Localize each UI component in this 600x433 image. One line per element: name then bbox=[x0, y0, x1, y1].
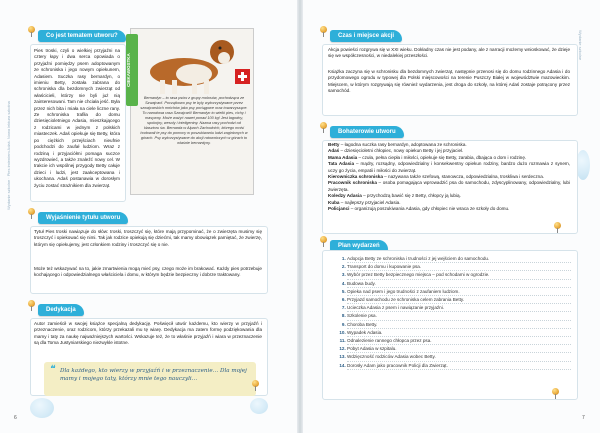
topic-text: Pies troski, czyli o wielkiej przyjaźni na cztery łapy i dwa serca opowiada o przyjaźni pomiędzy psem adoptowanym ze schroniska i jego nowym opiekunem, Adasiem. Suczka rasy bernardyn, o imieniu Betty, została zabrana do schroniska dla bezdomnych zwierząt od właścicieli, którzy nie byli już nią zainteresowani. Tam nie chciała jeść. Była przez nich bita i miała na ciele liczne rany. Ze schroniska trafiła do domu dziesięcioletniego Adasia, mieszkającego z rodzicami w jednym z polskich miasteczek. Adaś opiekuje się Betty, która po ciężkich przejściach nieufnie podchodzi do zaufał ludziom. Wraz z rodziną i przyjaciółmi pomaga suczce wyzdrowieć, a także znaleźć nowy cel. W trakcie ich wspólnej przygody Betty całuje dzieci i ludzi, jest zaakceptowana i ukochana. Adaś postanawia w dorosłym życiu zostać strażnikiem dla zwierząt. bbox=[34, 48, 120, 188]
page-number: 6 bbox=[14, 415, 17, 421]
section-title-topic: Co jest tematem utworu? bbox=[38, 30, 126, 42]
plan-list bbox=[323, 251, 577, 370]
dedication-text: Autor zamieścił w swojej książce specjalną dedykację. Poświęcił utwór każdemu, kto wierzy w przyjaźń i przeznaczenie, oraz rodzicom, którzy przekazali mu tę wiarę. Dedykacja ma zatem formę podziękowania dla mamy i taty za naukę najważniejszych wartości. Wskazuje też, że to właśnie przyjaźń i wiara w przeznaczenie są dla Toma Justyniarskiego niezwykle istotne. bbox=[34, 321, 262, 346]
pushpin-icon bbox=[252, 380, 259, 391]
decorative-bubble bbox=[576, 150, 590, 180]
plan-item: 7. Ucieczka Adasia z psem i nawiązanie przyjaźni. bbox=[347, 304, 571, 312]
section-title-plan: Plan wydarzeń bbox=[330, 240, 388, 252]
left-side-running-title: Wydanie szkolne · Pies imieniem Adaś. Nowa lektura szkolna bbox=[6, 101, 11, 210]
time-place-text-1: Akcja powieści rozgrywa się w XXI wieku. Dokładny czas nie jest podany, ale z narracji możemy wnioskować, że dzieje się we współczesności, w niedalekiej przeszłości. bbox=[328, 47, 570, 59]
pushpin-icon bbox=[28, 300, 35, 311]
plan-box bbox=[322, 250, 578, 400]
plan-item: 14. Dorosły Adam jako pracownik Policji dla Zwierząt. bbox=[347, 362, 571, 370]
pushpin-icon bbox=[28, 208, 35, 219]
plan-item: 11. Odnalezienie rannego chłopca przez psa. bbox=[347, 337, 571, 345]
section-title-dedication: Dedykacja bbox=[38, 304, 84, 316]
pushpin-icon bbox=[554, 222, 561, 233]
plan-item: 4. Budowa budy. bbox=[347, 280, 571, 288]
plan-item: 10. Wypadek Adasia. bbox=[347, 329, 571, 337]
quote-mark-icon: ❝ bbox=[49, 364, 55, 375]
pushpin-icon bbox=[320, 236, 327, 247]
title-explanation-text-2: Może też wskazywać na to, jakie zmartwienia mogą mieć psy, czego może im brakować. Każdy pies potrzebuje kochającego i odpowiedzialnego właściciela i domu, w którym będzie bezpieczny i dobrze traktowany. bbox=[34, 266, 262, 278]
section-title-title-explanation: Wyjaśnienie tytułu utworu bbox=[38, 212, 128, 224]
character-item: Tata Adasia – mądry, rozsądny, odpowiedzialny i konsekwentny opiekun rodziny, bardzo dużo rozmawia z synem, uczy go życia, empatii i miłości do zwierząt. bbox=[328, 161, 570, 173]
pushpin-icon bbox=[320, 26, 327, 37]
plan-item: 5. Opieka nad psem i jego trudności z zaufaniem ludziom. bbox=[347, 288, 571, 296]
page-number: 7 bbox=[582, 415, 585, 421]
saint-bernard-dog-illustration bbox=[132, 30, 252, 96]
pushpin-icon bbox=[28, 26, 35, 37]
plan-item: 13. Wdzięczność rodziców Adasia wobec Betty. bbox=[347, 353, 571, 361]
characters-list bbox=[328, 142, 570, 232]
character-item: Betty – łagodna suczka rasy bernardyn, adoptowana ze schroniska. bbox=[328, 142, 467, 147]
curiosity-label: CIEKAWOSTKA bbox=[126, 34, 138, 106]
pushpin-icon bbox=[320, 122, 327, 133]
plan-item: 6. Przyjazd samochodu ze schroniska celem zabrania Betty. bbox=[347, 296, 571, 304]
swiss-flag-icon bbox=[235, 69, 250, 84]
title-explanation-text-1: Tytuł Pies troski nawiązuje do słów: troski, troszczyć się, które mają przypominać, że o zwierzęta musimy się troszczyć i opiekować się nimi. Tak jak rodzice opiekują się dziećmi, tak mamy obowiązek pamiętać, że zwierzę, którym się opiekujemy, jest członkiem rodziny i troszczyć się o nie. bbox=[34, 229, 262, 247]
plan-item: 12. Pobyt Adasia w szpitalu. bbox=[347, 345, 571, 353]
section-title-characters: Bohaterowie utworu bbox=[330, 126, 404, 138]
plan-item: 3. Wybór przez Betty bezpiecznego miejsca – pod schodami w ogrodzie. bbox=[347, 271, 571, 279]
decorative-bubble bbox=[30, 398, 54, 418]
dedication-quote-text: Dla każdego, kto wierzy w przyjaźń i w przeznaczenie… Dla mojej mamy i mojego taty, którzy mnie tego nauczyli… bbox=[60, 368, 247, 382]
pushpin-icon bbox=[552, 388, 559, 399]
character-item: Koledzy Adasia – przychodzą bawić się z Betty, chłopcy ją lubią. bbox=[328, 193, 461, 199]
plan-item: 8. Szkolenie psa. bbox=[347, 312, 571, 320]
character-item: Mama Adasia – czuła, pełna ciepła i miłości, opiekuje się Betty, zarabia, dbająca o dom i rodzinę. bbox=[328, 154, 527, 160]
character-item: Kierowniczka schroniska – nazywana także szefową, stanowcza, odpowiedzialna, troskliwa i serdeczna. bbox=[328, 174, 545, 180]
right-side-running-title: Wydanie szkolne bbox=[578, 30, 583, 61]
decorative-bubble bbox=[250, 398, 268, 414]
plan-item: 9. Choroba Betty. bbox=[347, 321, 571, 329]
character-item: Adaś – dziesięcioletni chłopiec, nowy opiekun Betty i jej przyjaciel. bbox=[328, 148, 464, 154]
character-item: Pracownik schroniska – osoba pomagająca wprowadzić psa do samochodu, zdyscyplinowany, odpowiedzialny, lubi zwierzęta. bbox=[328, 180, 570, 192]
plan-item: 2. Transport do domu i kupowanie psa. bbox=[347, 263, 571, 271]
plan-item: 1. Adopcja Betty ze schroniska i trudności z jej wejściem do samochodu. bbox=[347, 255, 571, 263]
photo-caption: Bernardyn – to rasa psów z grupy molosów, pochodząca ze Szwajcarii. Początkowo psy te były wykorzystywane przez szwajcarskich mnichów jako psy pociągowe oraz towarzyszące. To narodowa rasa Szwajcarii! Bernardyn to wielki pies, cichy i masywny. Może ważyć nawet ponad 100 kg! Jest łagodny, spokojny, wesoły i inteligentny. Nazwa rasy pochodzi od klasztoru św. Bernarda w Alpach Zachodnich, którego mnisi hodowali te psy do pomocy w poszukiwaniu ludzi zaginionych w górach. Psy wykorzystywane do akcji ratowniczych w górach to właśnie bernardyny. bbox=[140, 96, 248, 145]
section-title-time-place: Czas i miejsce akcji bbox=[330, 30, 402, 42]
dedication-quote bbox=[44, 362, 256, 396]
character-item: Kuba – najlepszy przyjaciel Adasia. bbox=[328, 199, 401, 205]
time-place-text-2: Książka zaczyna się w schronisku dla bezdomnych zwierząt, następnie przenosi się do domu rodzinnego Adasia i do przydomowego ogrodu w typowej dla Polski miejscowości na terenie Puszczy Białej w województwie mazowieckim. Miejscem, w którym rozgrywają się również wydarzenia, jest droga do szkoły, na której Adaś zostaje potrącony przez samochód. bbox=[328, 69, 570, 94]
character-item: Policjanci – organizują poszukiwania Adasia, gdy chłopiec nie wraca ze szkoły do domu. bbox=[328, 206, 510, 212]
